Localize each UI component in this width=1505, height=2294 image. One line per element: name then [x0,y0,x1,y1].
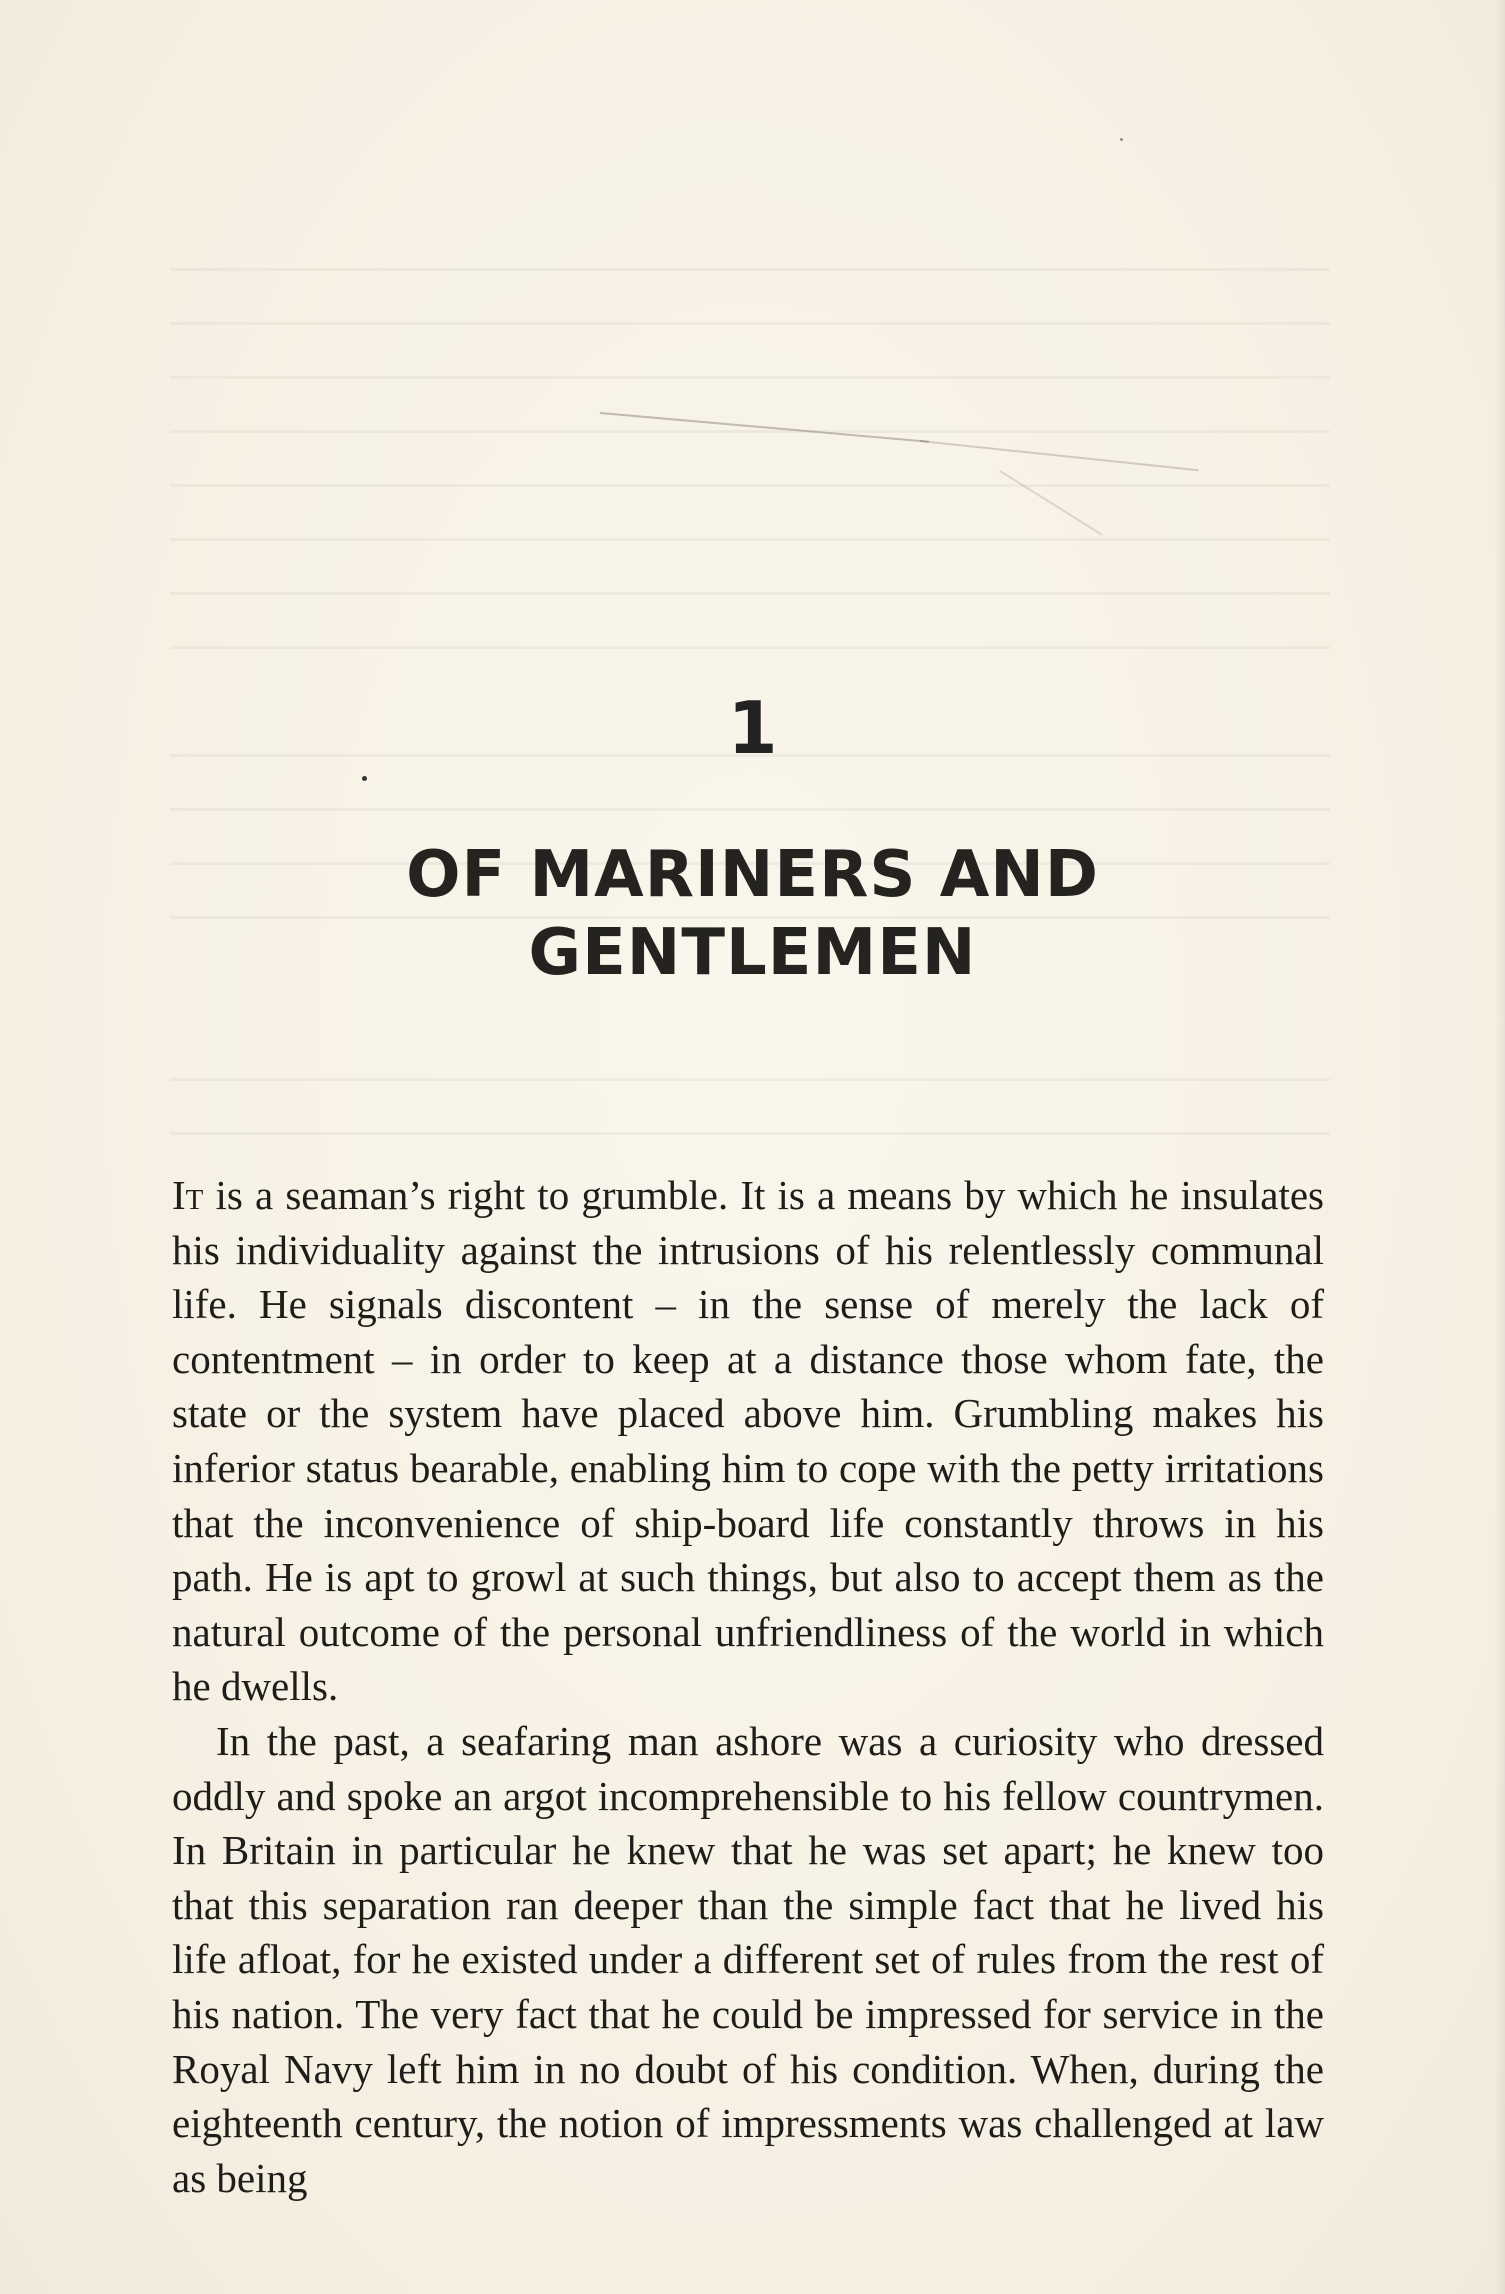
chapter-title-line: OF MARINERS AND [406,838,1099,912]
show-through-line [170,646,1330,649]
show-through-line [170,268,1330,271]
show-through-line [170,1132,1330,1135]
body-text [172,1168,1324,2205]
chapter-title-line: GENTLEMEN [528,916,977,990]
show-through-line [170,430,1330,433]
show-through-line [170,808,1330,811]
paragraph-text: is a seaman’s right to grumble. It is a means by which he insulates his individuality against the intrusions of his relentlessly communal life. He signals discontent – in the sense of merely the lack of contentment – in order to keep at a distance those whom fate, the state or the system have placed above him. Grumbling makes his inferior status bearable, enabling him to cope with the petty irritations that the inconvenience of ship-board life constantly throws in his path. He is apt to growl at such things, but also to accept them as the natural outcome of the personal unfriendliness of the world in which he dwells. [172,1172,1324,1710]
show-through-line [170,376,1330,379]
show-through-line [170,1078,1330,1081]
chapter-title [0,836,1505,992]
paragraph-opening-word: It [172,1172,204,1218]
show-through-line [170,484,1330,487]
show-through-line [170,592,1330,595]
ink-speck [1120,138,1123,141]
paper-scratch [999,470,1102,535]
paragraph: In the past, a seafaring man ashore was a curiosity who dressed oddly and spoke an argot incomprehensible to his fellow countrymen. In Britain in particular he knew that he was set apart; he knew too that this separation ran deeper than the simple fact that he lived his life afloat, for he existed under a different set of rules from the rest of his nation. The very fact that he could be impressed for service in the Royal Navy left him in no doubt of his condition. When, during the eighteenth century, the notion of impressments was challenged at law as being [172,1717,1324,2201]
show-through-line [170,538,1330,541]
ink-speck [362,776,367,781]
paper-scratch [920,440,1199,471]
chapter-number: 1 [727,686,778,770]
paper-scratch [600,412,929,443]
paragraph [172,1168,1324,1714]
show-through-line [170,322,1330,325]
page-edge-shadow [1495,0,1505,2294]
